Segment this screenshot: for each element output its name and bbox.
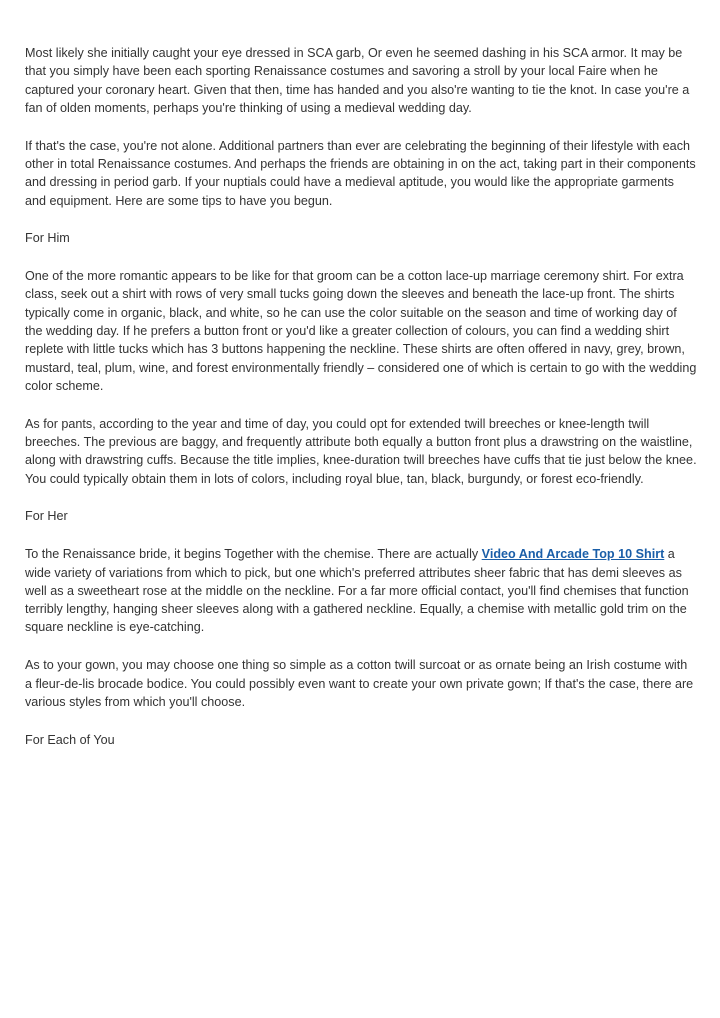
heading-for-each-of-you: For Each of You — [25, 732, 115, 747]
heading-for-her: For Her — [25, 509, 68, 524]
paragraph-chemise-text-start: To the Renaissance bride, it begins Together with the chemise. There are actually — [25, 547, 482, 562]
paragraph-intro: Most likely she initially caught your eye dressed in SCA garb, Or even he seemed dashing in his SCA armor. It may be that you simply have been each sporting Renaissance costumes and savoring a stroll by your local Faire when he captured your coronary heart. Given that then, time has handed and you also're wanting to tie the knot. In case you're a fan of olden moments, perhaps you're thinking of using a medieval wedding day. — [25, 46, 690, 115]
heading-for-him: For Him — [25, 231, 70, 246]
paragraph-renaissance-couples: If that's the case, you're not alone. Additional partners than ever are celebrating the beginning of their lifestyle with each other in total Renaissance costumes. And perhaps the friends are obtaining in on the act, taking part in their components and dressing in period garb. If your nuptials could have a medieval aptitude, you would like the appropriate garments and equipment. Here are some tips to have you begun. — [25, 138, 696, 208]
paragraph-gown: As to your gown, you may choose one thing so simple as a cotton twill surcoat or as ornate being an Irish costume with a fleur-de-lis brocade bodice. You could possibly even want to create your own private gown; If that's the case, there are various styles from which you'll choose. — [25, 658, 694, 709]
paragraph-chemise — [25, 545, 697, 636]
paragraph-chemise-text-end: a wide variety of variations from which to pick, but one which's preferred attributes sheer fabric that has demi sleeves as well as a sweetheart rose at the middle on the neckline. For a far more official contact, you'll find chemises that function terribly lengthy, hanging sheer sleeves along with a gathered neckline. Equally, a chemise with metallic gold trim on the square neckline is eye-catching. — [25, 547, 689, 635]
article-body — [25, 44, 697, 768]
paragraph-groom-shirt: One of the more romantic appears to be like for that groom can be a cotton lace-up marriage ceremony shirt. For extra class, seek out a shirt with rows of very small tucks going down the sleeves and beneath the lace-up front. The shirts typically come in organic, black, and white, so he can use the color suitable on the season and time of working day of the wedding day. If he prefers a button front or you'd like a greater collection of colours, you can find a wedding shirt replete with little tucks which has 3 buttons happening the neckline. These shirts are often offered in navy, grey, brown, mustard, teal, plum, wine, and forest environmentally friendly – considered one of which is certain to go with the wedding color scheme. — [25, 269, 697, 393]
paragraph-pants: As for pants, according to the year and time of day, you could opt for extended twill breeches or knee-length twill breeches. The previous are baggy, and frequently attribute both equally a button front plus a drawstring on the waistline, along with drawstring cuffs. Because the title implies, knee-duration twill breeches have cuffs that tie just below the knee. You could typically obtain them in lots of colors, including royal blue, tan, black, burgundy, or forest eco-friendly. — [25, 416, 697, 486]
shirt-link[interactable]: Video And Arcade Top 10 Shirt — [481, 547, 665, 562]
